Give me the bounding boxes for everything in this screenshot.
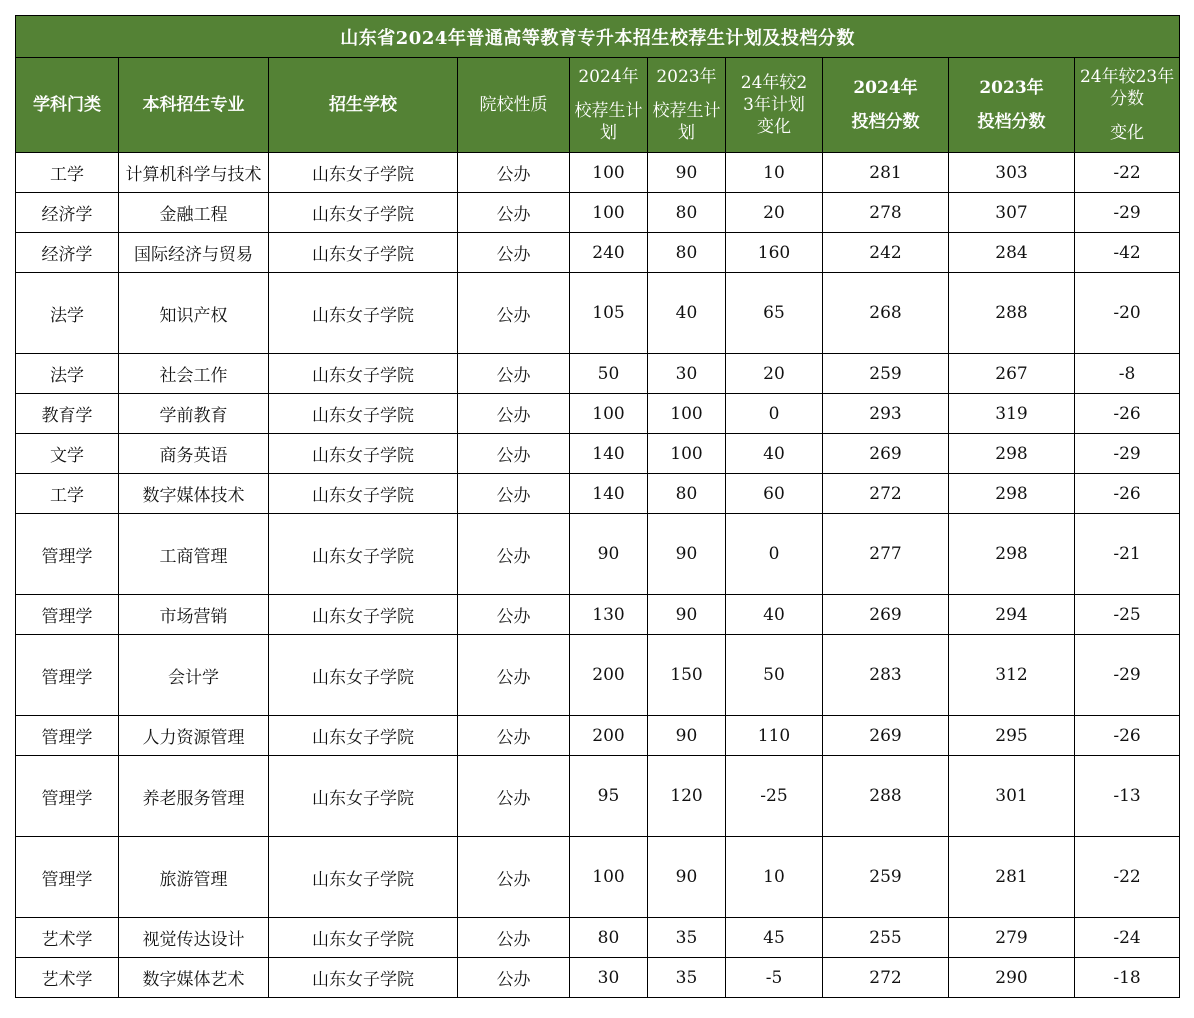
score-2023-cell: 312	[949, 635, 1075, 716]
school-cell: 山东女子学院	[269, 756, 458, 837]
category-cell: 法学	[16, 273, 119, 354]
header-line: 划	[600, 123, 617, 143]
table-row	[16, 394, 1180, 434]
header-plan-2023	[648, 58, 726, 153]
plan-change-cell: 160	[726, 233, 823, 273]
header-line: 变化	[1110, 123, 1145, 143]
plan-2024-cell: 100	[570, 193, 648, 233]
plan-change-cell: 45	[726, 918, 823, 958]
table-row	[16, 233, 1180, 273]
plan-change-cell: 40	[726, 434, 823, 474]
category-cell: 管理学	[16, 716, 119, 756]
plan-2024-cell: 240	[570, 233, 648, 273]
score-2023-cell: 298	[949, 434, 1075, 474]
score-2024-cell: 277	[823, 514, 949, 595]
admission-table	[15, 15, 1180, 998]
header-line: 变化	[757, 117, 791, 137]
school-cell: 山东女子学院	[269, 193, 458, 233]
major-cell: 会计学	[119, 635, 269, 716]
score-change-cell: -26	[1075, 716, 1180, 756]
plan-change-cell: 50	[726, 635, 823, 716]
type-cell: 公办	[458, 153, 570, 193]
header-score-2023	[949, 58, 1075, 153]
score-2023-cell: 267	[949, 354, 1075, 394]
score-2024-cell: 283	[823, 635, 949, 716]
header-major	[119, 58, 269, 153]
plan-change-cell: 60	[726, 474, 823, 514]
major-cell: 计算机科学与技术	[119, 153, 269, 193]
major-cell: 金融工程	[119, 193, 269, 233]
plan-2024-cell: 100	[570, 153, 648, 193]
header-line: 投档分数	[851, 112, 920, 132]
category-cell: 艺术学	[16, 918, 119, 958]
major-cell: 知识产权	[119, 273, 269, 354]
header-line: 本科招生专业	[142, 95, 245, 115]
plan-2023-cell: 150	[648, 635, 726, 716]
header-line: 2024年	[578, 67, 639, 87]
school-cell: 山东女子学院	[269, 514, 458, 595]
header-plan-2024	[570, 58, 648, 153]
category-cell: 经济学	[16, 193, 119, 233]
header-line: 招生学校	[329, 95, 397, 115]
table-row	[16, 273, 1180, 354]
plan-2023-cell: 90	[648, 514, 726, 595]
school-cell: 山东女子学院	[269, 635, 458, 716]
type-cell: 公办	[458, 233, 570, 273]
header-category	[16, 58, 119, 153]
major-cell: 旅游管理	[119, 837, 269, 918]
score-2024-cell: 269	[823, 434, 949, 474]
category-cell: 管理学	[16, 756, 119, 837]
score-2023-cell: 288	[949, 273, 1075, 354]
plan-change-cell: 65	[726, 273, 823, 354]
header-line: 校荐生计	[574, 101, 643, 121]
score-2024-cell: 255	[823, 918, 949, 958]
plan-2023-cell: 90	[648, 716, 726, 756]
plan-2024-cell: 95	[570, 756, 648, 837]
table-row	[16, 514, 1180, 595]
type-cell: 公办	[458, 193, 570, 233]
header-line: 学科门类	[33, 95, 101, 115]
plan-2024-cell: 130	[570, 595, 648, 635]
table-row	[16, 635, 1180, 716]
score-change-cell: -24	[1075, 918, 1180, 958]
score-change-cell: -26	[1075, 474, 1180, 514]
score-2023-cell: 307	[949, 193, 1075, 233]
school-cell: 山东女子学院	[269, 595, 458, 635]
type-cell: 公办	[458, 595, 570, 635]
category-cell: 管理学	[16, 514, 119, 595]
type-cell: 公办	[458, 918, 570, 958]
header-row	[16, 58, 1180, 153]
table-row	[16, 474, 1180, 514]
plan-2023-cell: 100	[648, 394, 726, 434]
table-row	[16, 756, 1180, 837]
header-line: 分数	[1110, 89, 1145, 109]
school-cell: 山东女子学院	[269, 474, 458, 514]
score-change-cell: -13	[1075, 756, 1180, 837]
header-line: 24年较2	[740, 73, 808, 93]
plan-change-cell: 10	[726, 837, 823, 918]
score-change-cell: -20	[1075, 273, 1180, 354]
major-cell: 数字媒体技术	[119, 474, 269, 514]
plan-2023-cell: 80	[648, 233, 726, 273]
score-2023-cell: 281	[949, 837, 1075, 918]
plan-2024-cell: 105	[570, 273, 648, 354]
plan-change-cell: 0	[726, 514, 823, 595]
header-line: 院校性质	[479, 95, 548, 115]
score-2024-cell: 272	[823, 958, 949, 998]
major-cell: 商务英语	[119, 434, 269, 474]
plan-2023-cell: 35	[648, 918, 726, 958]
header-line: 24年较23年	[1079, 67, 1175, 87]
plan-2023-cell: 90	[648, 837, 726, 918]
plan-2024-cell: 50	[570, 354, 648, 394]
type-cell: 公办	[458, 394, 570, 434]
category-cell: 经济学	[16, 233, 119, 273]
type-cell: 公办	[458, 635, 570, 716]
header-line: 校荐生计	[652, 101, 721, 121]
category-cell: 管理学	[16, 635, 119, 716]
category-cell: 工学	[16, 153, 119, 193]
school-cell: 山东女子学院	[269, 153, 458, 193]
school-cell: 山东女子学院	[269, 233, 458, 273]
category-cell: 法学	[16, 354, 119, 394]
plan-change-cell: 40	[726, 595, 823, 635]
score-2024-cell: 269	[823, 595, 949, 635]
score-2023-cell: 319	[949, 394, 1075, 434]
score-2024-cell: 259	[823, 354, 949, 394]
score-2023-cell: 298	[949, 514, 1075, 595]
header-line: 2024年	[853, 78, 918, 98]
plan-2024-cell: 200	[570, 635, 648, 716]
school-cell: 山东女子学院	[269, 837, 458, 918]
header-type	[458, 58, 570, 153]
type-cell: 公办	[458, 837, 570, 918]
score-change-cell: -29	[1075, 434, 1180, 474]
plan-2023-cell: 35	[648, 958, 726, 998]
table-row	[16, 958, 1180, 998]
table-row	[16, 595, 1180, 635]
plan-2024-cell: 100	[570, 394, 648, 434]
score-2024-cell: 259	[823, 837, 949, 918]
plan-change-cell: 20	[726, 354, 823, 394]
type-cell: 公办	[458, 958, 570, 998]
score-change-cell: -21	[1075, 514, 1180, 595]
score-change-cell: -22	[1075, 153, 1180, 193]
type-cell: 公办	[458, 716, 570, 756]
major-cell: 社会工作	[119, 354, 269, 394]
header-score-2024	[823, 58, 949, 153]
score-2023-cell: 295	[949, 716, 1075, 756]
plan-2023-cell: 100	[648, 434, 726, 474]
category-cell: 教育学	[16, 394, 119, 434]
table-body	[16, 153, 1180, 998]
score-2023-cell: 301	[949, 756, 1075, 837]
plan-2023-cell: 90	[648, 153, 726, 193]
header-score-change	[1075, 58, 1180, 153]
major-cell: 市场营销	[119, 595, 269, 635]
plan-2023-cell: 30	[648, 354, 726, 394]
plan-change-cell: 110	[726, 716, 823, 756]
score-2024-cell: 242	[823, 233, 949, 273]
score-change-cell: -42	[1075, 233, 1180, 273]
school-cell: 山东女子学院	[269, 394, 458, 434]
major-cell: 工商管理	[119, 514, 269, 595]
plan-2024-cell: 90	[570, 514, 648, 595]
type-cell: 公办	[458, 756, 570, 837]
type-cell: 公办	[458, 354, 570, 394]
header-line: 2023年	[656, 67, 717, 87]
type-cell: 公办	[458, 514, 570, 595]
score-change-cell: -25	[1075, 595, 1180, 635]
plan-change-cell: -25	[726, 756, 823, 837]
score-change-cell: -22	[1075, 837, 1180, 918]
score-2024-cell: 293	[823, 394, 949, 434]
major-cell: 视觉传达设计	[119, 918, 269, 958]
score-change-cell: -26	[1075, 394, 1180, 434]
plan-2024-cell: 80	[570, 918, 648, 958]
major-cell: 养老服务管理	[119, 756, 269, 837]
header-line: 划	[678, 123, 695, 143]
plan-2024-cell: 100	[570, 837, 648, 918]
plan-2024-cell: 140	[570, 434, 648, 474]
plan-change-cell: 20	[726, 193, 823, 233]
plan-2023-cell: 90	[648, 595, 726, 635]
score-change-cell: -29	[1075, 193, 1180, 233]
score-change-cell: -8	[1075, 354, 1180, 394]
score-change-cell: -18	[1075, 958, 1180, 998]
table-row	[16, 354, 1180, 394]
category-cell: 管理学	[16, 837, 119, 918]
score-2023-cell: 290	[949, 958, 1075, 998]
major-cell: 国际经济与贸易	[119, 233, 269, 273]
category-cell: 文学	[16, 434, 119, 474]
header-line: 3年计划	[743, 95, 805, 115]
score-2024-cell: 272	[823, 474, 949, 514]
plan-change-cell: 10	[726, 153, 823, 193]
score-2024-cell: 281	[823, 153, 949, 193]
school-cell: 山东女子学院	[269, 716, 458, 756]
score-2023-cell: 294	[949, 595, 1075, 635]
type-cell: 公办	[458, 273, 570, 354]
plan-2023-cell: 40	[648, 273, 726, 354]
plan-2023-cell: 80	[648, 193, 726, 233]
major-cell: 人力资源管理	[119, 716, 269, 756]
school-cell: 山东女子学院	[269, 958, 458, 998]
school-cell: 山东女子学院	[269, 434, 458, 474]
table-row	[16, 153, 1180, 193]
major-cell: 数字媒体艺术	[119, 958, 269, 998]
score-2023-cell: 298	[949, 474, 1075, 514]
plan-2024-cell: 30	[570, 958, 648, 998]
school-cell: 山东女子学院	[269, 354, 458, 394]
school-cell: 山东女子学院	[269, 273, 458, 354]
school-cell: 山东女子学院	[269, 918, 458, 958]
table-row	[16, 193, 1180, 233]
type-cell: 公办	[458, 434, 570, 474]
spreadsheet	[15, 15, 1179, 998]
category-cell: 工学	[16, 474, 119, 514]
table-title: 山东省2024年普通高等教育专升本招生校荐生计划及投档分数	[16, 16, 1180, 58]
major-cell: 学前教育	[119, 394, 269, 434]
score-2023-cell: 284	[949, 233, 1075, 273]
plan-change-cell: 0	[726, 394, 823, 434]
plan-2023-cell: 80	[648, 474, 726, 514]
plan-change-cell: -5	[726, 958, 823, 998]
category-cell: 管理学	[16, 595, 119, 635]
type-cell: 公办	[458, 474, 570, 514]
plan-2023-cell: 120	[648, 756, 726, 837]
score-2024-cell: 288	[823, 756, 949, 837]
plan-2024-cell: 200	[570, 716, 648, 756]
plan-2024-cell: 140	[570, 474, 648, 514]
score-2024-cell: 269	[823, 716, 949, 756]
table-row	[16, 918, 1180, 958]
table-row	[16, 716, 1180, 756]
score-2024-cell: 278	[823, 193, 949, 233]
header-line: 投档分数	[977, 112, 1046, 132]
score-2023-cell: 303	[949, 153, 1075, 193]
category-cell: 艺术学	[16, 958, 119, 998]
header-plan-change	[726, 58, 823, 153]
header-line: 2023年	[979, 78, 1044, 98]
table-row	[16, 837, 1180, 918]
score-2023-cell: 279	[949, 918, 1075, 958]
header-school	[269, 58, 458, 153]
score-change-cell: -29	[1075, 635, 1180, 716]
score-2024-cell: 268	[823, 273, 949, 354]
table-row	[16, 434, 1180, 474]
